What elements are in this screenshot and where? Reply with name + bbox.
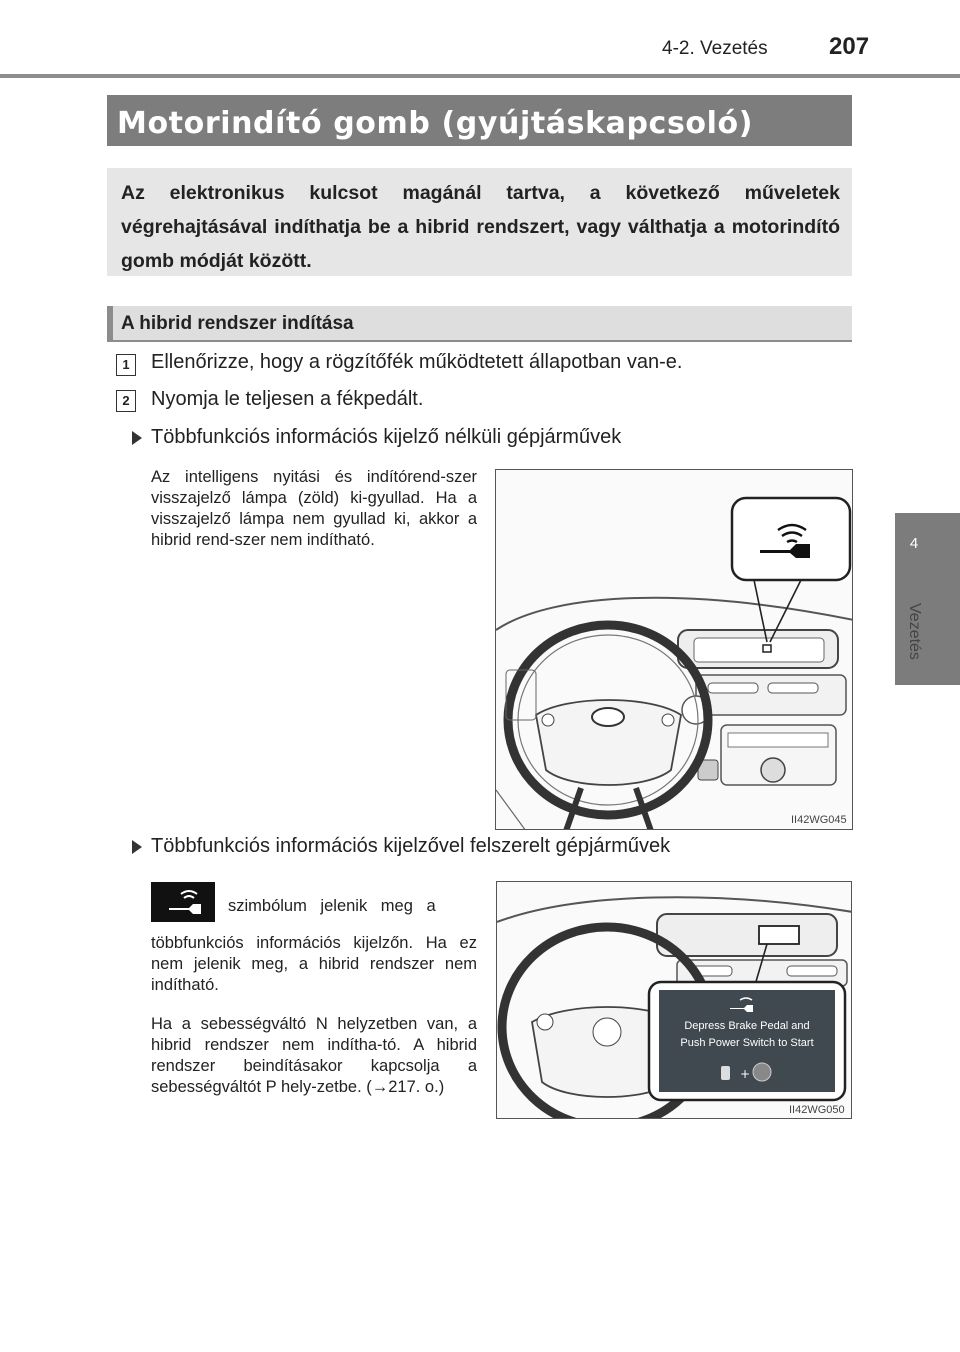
bullet-text: Többfunkciós információs kijelzővel felszerelt gépjárművek [151, 835, 671, 857]
bullet-arrow-icon [132, 431, 142, 445]
header-rule [0, 74, 960, 78]
paragraph: többfunkciós információs kijelzőn. Ha ez nem jelenik meg, a hibrid rendszer nem indítható. [151, 934, 477, 994]
svg-text:+: + [740, 1067, 751, 1081]
display-line-2: Push Power Switch to Start [680, 1037, 814, 1049]
paragraph-line: szimbólum jelenik meg a [228, 897, 436, 915]
paragraph: Ha a sebességváltó N helyzetben van, a hibrid rendszer nem indítha-tó. A hibrid rendszer beindításakor kapcsolja a sebességváltót P hely-zetbe. (→217. o.) [151, 1015, 477, 1096]
page-number: 207 [829, 33, 870, 60]
dashboard-illustration [497, 882, 852, 1119]
chapter-tab-number: 4 [909, 535, 919, 552]
smart-key-symbol-icon [151, 882, 215, 922]
subheading: A hibrid rendszer indítása [121, 313, 354, 334]
display-line-1: Depress Brake Pedal and [684, 1020, 810, 1032]
figure-code: II42WG050 [789, 1104, 845, 1116]
intro-text: Az elektronikus kulcsot magánál tartva, a következő műveletek végrehajtásával indíthatja be a hibrid rendszert, vagy válthatja a motorindító gomb módját között. [121, 182, 840, 272]
step-text: Ellenőrizze, hogy a rögzítőfék működtetett állapotban van-e. [151, 351, 683, 373]
chapter-tab-label: Vezetés [906, 603, 923, 660]
step-number: 1 [116, 354, 136, 376]
step-number: 2 [116, 390, 136, 412]
dashboard-illustration [496, 470, 853, 830]
figure-code: II42WG045 [791, 814, 847, 826]
page-title: Motorindító gomb (gyújtáskapcsoló) [117, 106, 754, 141]
step-text: Nyomja le teljesen a fékpedált. [151, 388, 424, 410]
header-section: 4-2. Vezetés [662, 38, 768, 59]
dashboard-figure-2 [496, 881, 852, 1119]
bullet-text: Többfunkciós információs kijelző nélküli gépjárművek [151, 426, 622, 448]
paragraph: Az intelligens nyitási és indítórend-szer visszajelző lámpa (zöld) ki-gyullad. Ha a visszajelző lámpa nem gyullad ki, akkor a hibrid rend-szer nem indítható. [151, 468, 477, 549]
bullet-arrow-icon [132, 840, 142, 854]
dashboard-figure-1 [495, 469, 853, 830]
